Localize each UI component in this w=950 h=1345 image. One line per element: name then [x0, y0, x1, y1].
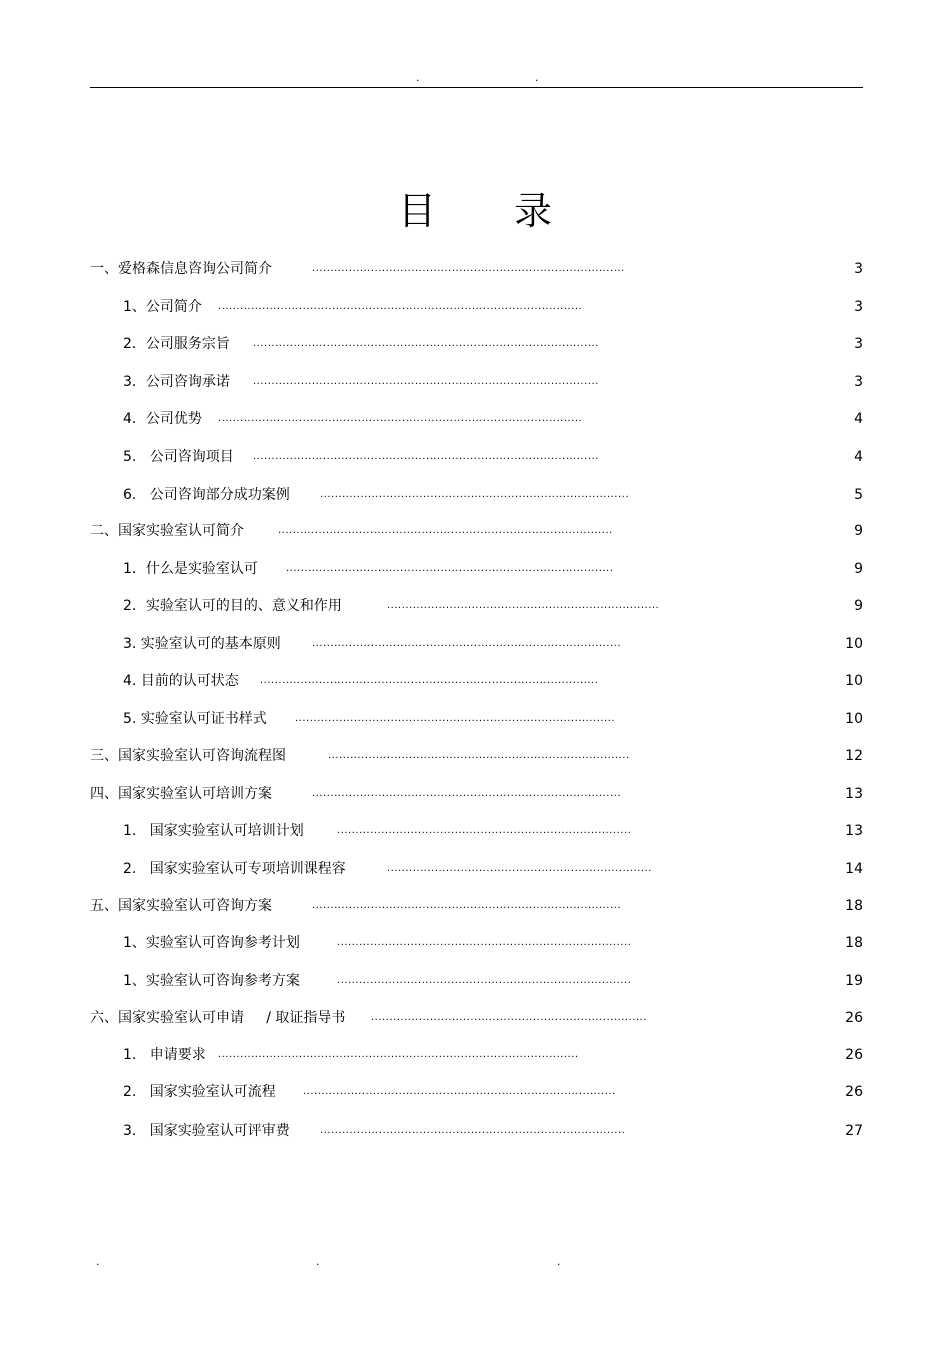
toc-leader: .................................................................................................. [218, 1049, 579, 1060]
toc-entry-label: 5. 实验室认可证书样式 [123, 711, 267, 727]
toc-page-number: 13 [845, 823, 863, 839]
toc-page-number: 3 [854, 261, 863, 277]
toc-page-number: 3 [854, 336, 863, 352]
toc-entry[interactable] [90, 485, 863, 505]
toc-entry-label: 六、国家实验室认可申请 / 取证指导书 [90, 1010, 346, 1026]
toc-entry-label: 2．公司服务宗旨 [123, 336, 230, 352]
toc-entry[interactable] [90, 372, 863, 392]
toc-entry[interactable] [90, 409, 863, 429]
toc-entry-label: 1. 国家实验室认可培训计划 [123, 823, 304, 839]
toc-entry[interactable] [90, 933, 863, 953]
toc-leader: .............................................................................................. [253, 451, 599, 462]
toc-leader: ................................................................................... [320, 1125, 626, 1136]
toc-entry[interactable] [90, 709, 863, 729]
toc-entry[interactable] [90, 297, 863, 317]
toc-entry-label: 3. 国家实验室认可评审费 [123, 1123, 290, 1139]
toc-page-number: 9 [854, 561, 863, 577]
toc-leader: .................................................................................... [312, 788, 622, 799]
toc-page-number: 26 [845, 1047, 863, 1063]
toc-entry-label: 6. 公司咨询部分成功案例 [123, 487, 290, 503]
toc-page-number: 9 [854, 598, 863, 614]
toc-entry-label: 2．实验室认可的目的、意义和作用 [123, 598, 342, 614]
toc-entry-label: 1、实验室认可咨询参考计划 [123, 935, 300, 951]
toc-page-number: 26 [845, 1084, 863, 1100]
toc-entry[interactable] [90, 746, 863, 766]
toc-page-number: 9 [854, 523, 863, 539]
toc-page-number: 3 [854, 299, 863, 315]
toc-entry[interactable] [90, 784, 863, 804]
footer-dot: . [316, 1255, 320, 1268]
footer-dot: . [96, 1255, 100, 1268]
toc-entry-label: 1．什么是实验室认可 [123, 561, 258, 577]
toc-entry[interactable] [90, 521, 863, 541]
toc-page-number: 18 [845, 935, 863, 951]
toc-page-number: 4 [854, 449, 863, 465]
toc-entry-label: 四、国家实验室认可培训方案 [90, 786, 272, 802]
toc-leader: ....................................................................................... [295, 713, 616, 724]
toc-entry-label: 3．公司咨询承诺 [123, 374, 230, 390]
toc-entry-label: 五、国家实验室认可咨询方案 [90, 898, 272, 914]
toc-page-number: 10 [845, 636, 863, 652]
toc-leader: ................................................................................ [337, 825, 632, 836]
toc-page-number: 10 [845, 711, 863, 727]
toc-leader: .............................................................................................. [253, 338, 599, 349]
toc-entry-label: 2. 国家实验室认可专项培训课程容 [123, 861, 346, 877]
toc-leader: .................................................................................. [328, 750, 630, 761]
toc-entry[interactable] [90, 559, 863, 579]
header-dot: . [416, 71, 420, 84]
toc-entry[interactable] [90, 971, 863, 991]
toc-entry-label: 三、国家实验室认可咨询流程图 [90, 748, 286, 764]
toc-leader: ..................................................................................... [303, 1086, 616, 1097]
toc-leader: ................................................................................ [337, 975, 632, 986]
title-char: 目 [397, 189, 436, 233]
toc-leader: .................................................................................... [312, 900, 622, 911]
toc-entry[interactable] [90, 896, 863, 916]
toc-entry-label: 4．公司优势 [123, 411, 202, 427]
toc-leader: ................................................................................ [337, 937, 632, 948]
toc-entry[interactable] [90, 671, 863, 691]
toc-leader: ............................................................................................ [260, 675, 599, 686]
toc-entry[interactable] [90, 1082, 863, 1102]
toc-entry-label: 1. 申请要求 [123, 1047, 206, 1063]
page-title [0, 186, 950, 236]
toc-entry-label: 1、实验室认可咨询参考方案 [123, 973, 300, 989]
header-rule [90, 87, 863, 88]
toc-entry-label: 2. 国家实验室认可流程 [123, 1084, 276, 1100]
toc-page-number: 4 [854, 411, 863, 427]
toc-page-number: 12 [845, 748, 863, 764]
toc-leader: ......................................................................................... [286, 563, 614, 574]
toc-entry[interactable] [90, 259, 863, 279]
toc-entry[interactable] [90, 1008, 863, 1028]
toc-leader: .......................................................................... [387, 600, 660, 611]
toc-entry-label: 一、爱格森信息咨询公司简介 [90, 261, 272, 277]
toc-entry-label: 二、国家实验室认可简介 [90, 523, 244, 539]
toc-entry[interactable] [90, 447, 863, 467]
toc-leader: .............................................................................................. [253, 376, 599, 387]
toc-entry[interactable] [90, 334, 863, 354]
toc-entry-label: 3. 实验室认可的基本原则 [123, 636, 281, 652]
toc-leader: ........................................................................ [387, 863, 652, 874]
toc-entry-label: 5. 公司咨询项目 [123, 449, 234, 465]
toc-leader: ........................................................................... [371, 1012, 647, 1023]
toc-leader: ................................................................................................... [218, 413, 583, 424]
toc-entry-label: 1、公司简介 [123, 299, 202, 315]
toc-entry[interactable] [90, 596, 863, 616]
toc-page-number: 14 [845, 861, 863, 877]
toc-page-number: 19 [845, 973, 863, 989]
toc-page-number: 10 [845, 673, 863, 689]
toc-entry[interactable] [90, 634, 863, 654]
toc-entry[interactable] [90, 1121, 863, 1141]
header-dot: . [535, 71, 539, 84]
footer-dot: . [557, 1255, 561, 1268]
toc-page-number: 18 [845, 898, 863, 914]
toc-entry[interactable] [90, 821, 863, 841]
toc-entry-label: 4. 目前的认可状态 [123, 673, 239, 689]
title-char: 录 [514, 189, 553, 233]
toc-leader: ........................................................................................... [278, 525, 613, 536]
toc-leader: ..................................................................................... [312, 263, 625, 274]
toc-page-number: 27 [845, 1123, 863, 1139]
toc-entry[interactable] [90, 1045, 863, 1065]
toc-page-number: 26 [845, 1010, 863, 1026]
toc-leader: .................................................................................... [320, 489, 630, 500]
toc-leader: .................................................................................... [312, 638, 622, 649]
toc-page-number: 5 [854, 487, 863, 503]
toc-entry[interactable] [90, 859, 863, 879]
toc-page-number: 3 [854, 374, 863, 390]
toc-page-number: 13 [845, 786, 863, 802]
toc-leader: ................................................................................................... [218, 301, 583, 312]
